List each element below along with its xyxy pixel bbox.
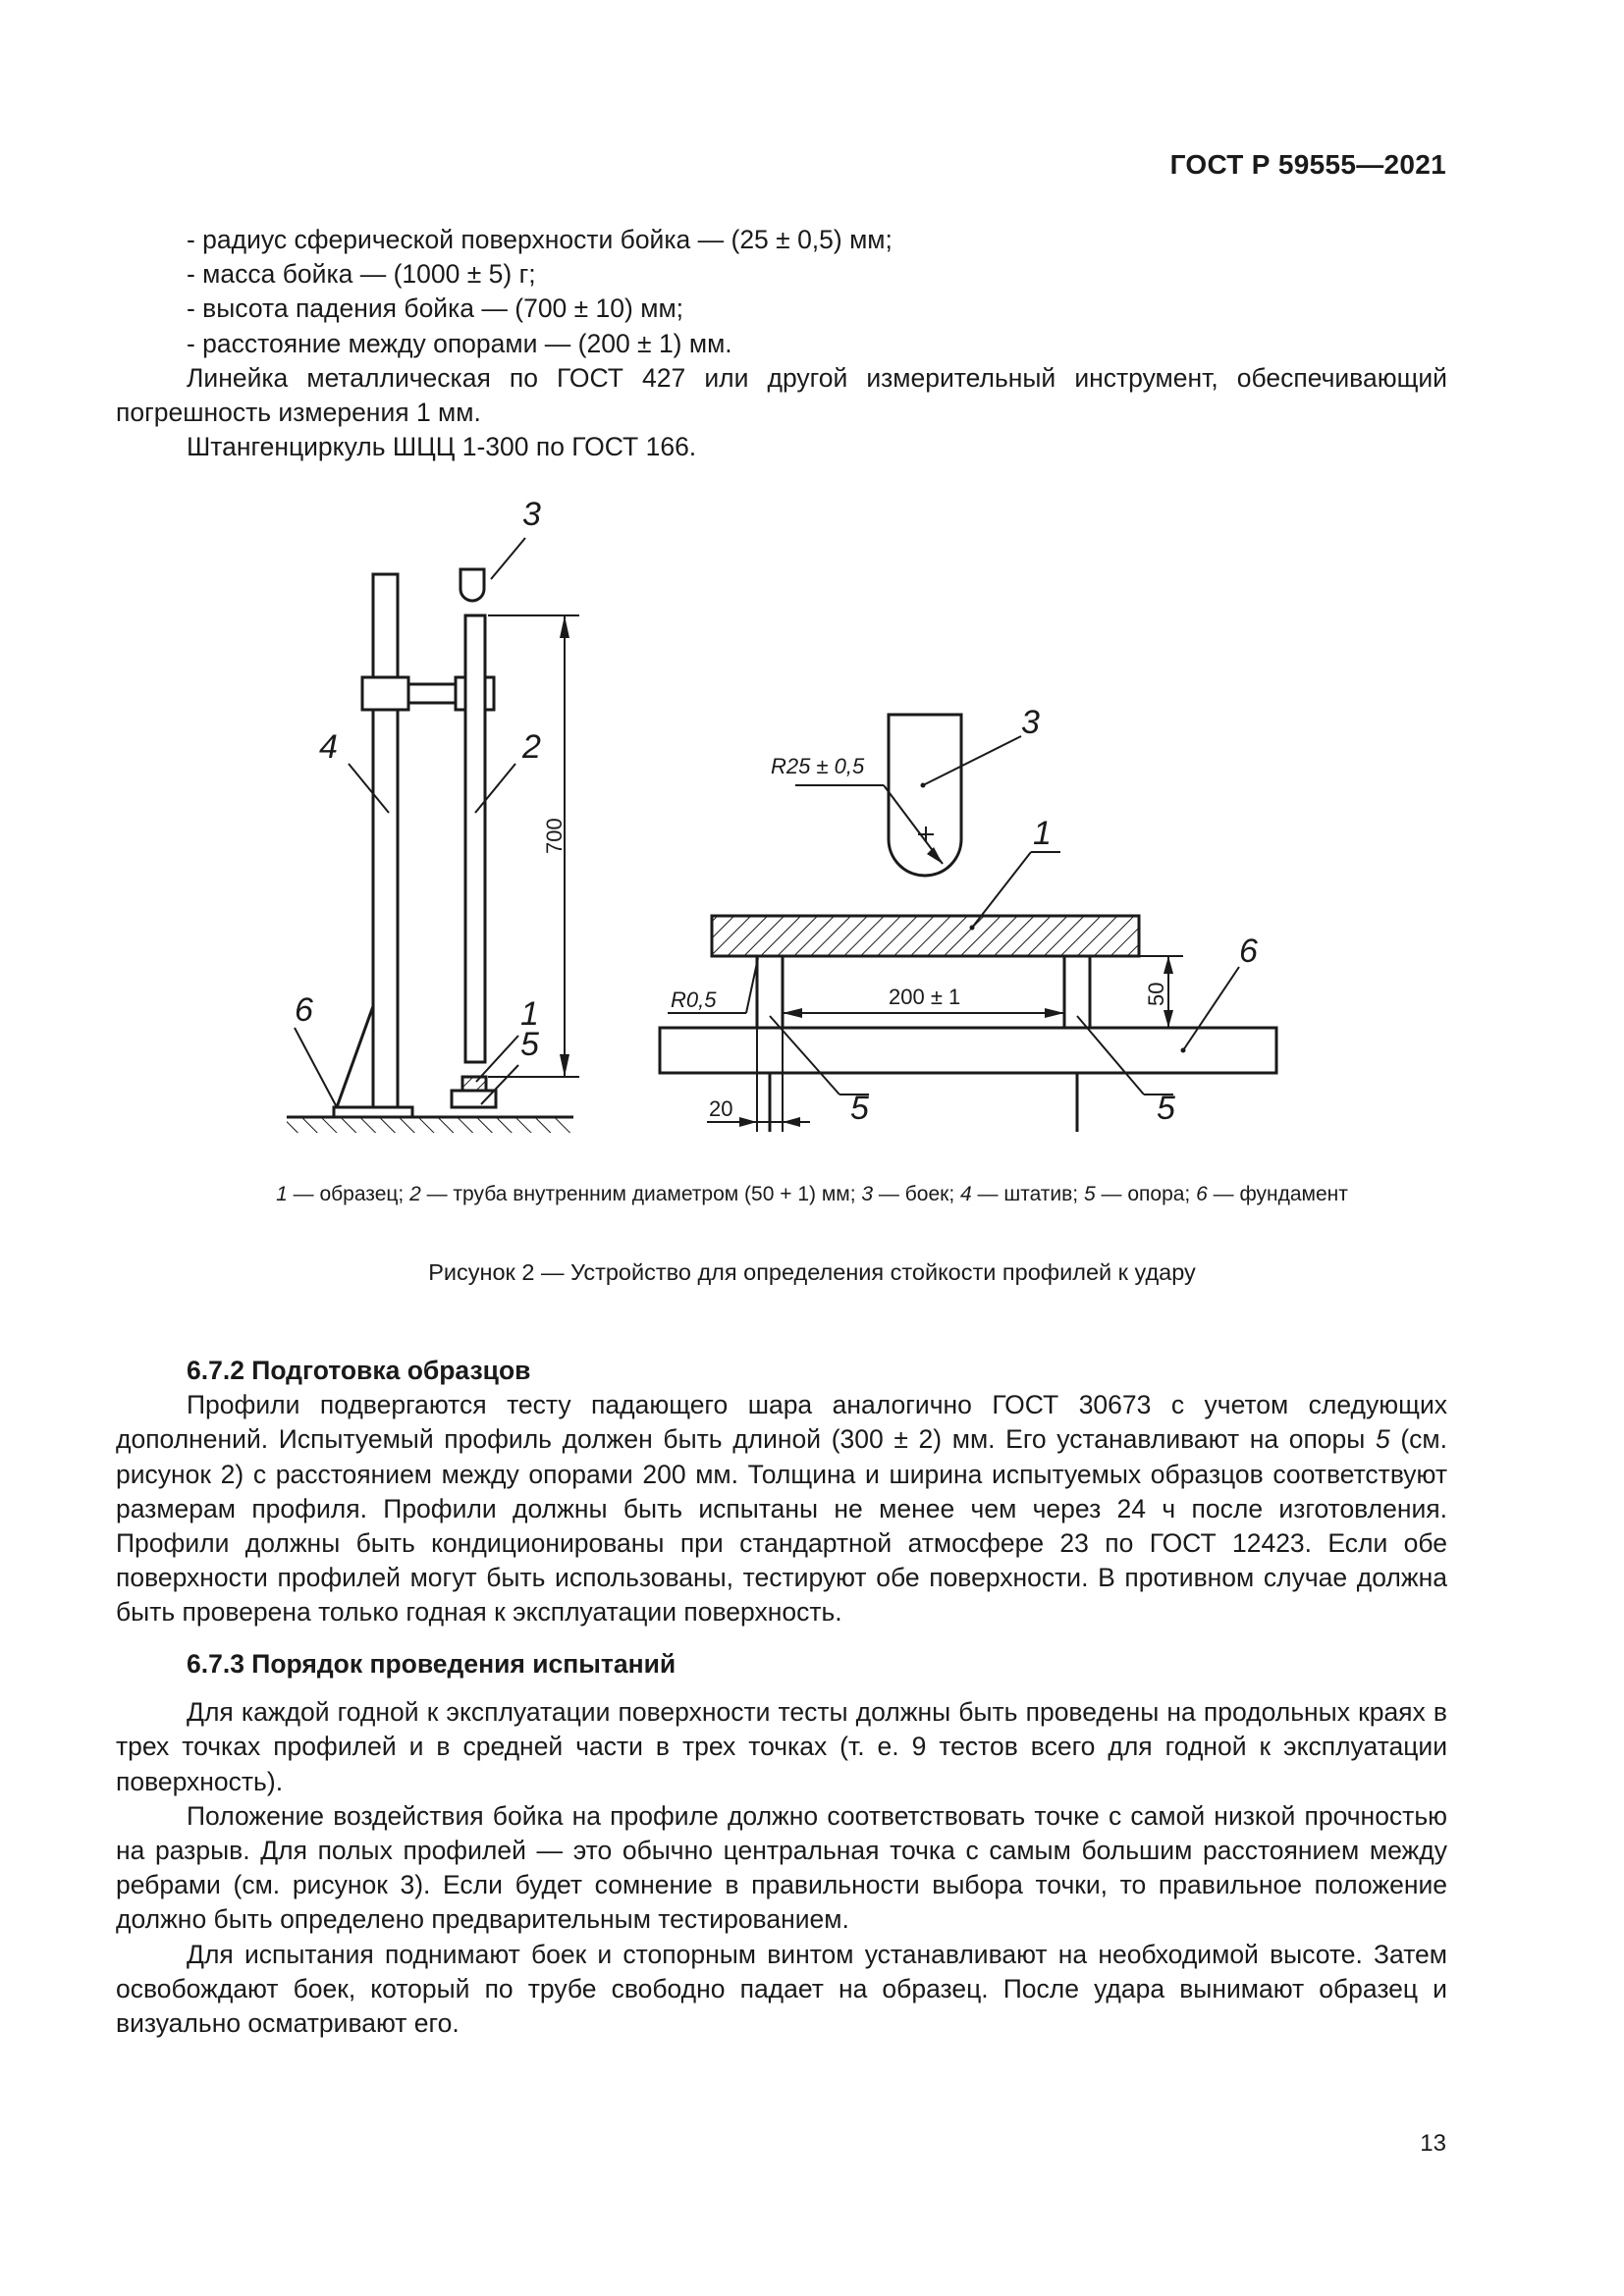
label-5-b: 5	[1157, 1090, 1175, 1127]
figure-reference: 5	[1375, 1424, 1390, 1455]
legend-text: — боек;	[873, 1183, 960, 1205]
legend-number: 6	[1196, 1183, 1208, 1205]
paragraph-caliper: Штангенциркуль ШЦЦ 1-300 по ГОСТ 166.	[187, 432, 697, 462]
label-6-left: 6	[295, 991, 313, 1029]
dimension-edge-radius: R0,5	[671, 988, 717, 1012]
label-4: 4	[319, 728, 338, 766]
label-2: 2	[522, 728, 541, 766]
leader-6-left	[295, 1028, 337, 1107]
dimension-50: 50	[1144, 982, 1168, 1006]
legend-text: — образец;	[287, 1183, 410, 1205]
paragraph-text: (см. рисунок 2) с расстоянием между опорами 200 мм. Толщина и ширина испытуемых образцов соответствуют размерам профиля. Профили должны быть испытаны не менее чем через 24 ч после изготовления. Профили должны быть кондиционированы при стандартной атмосфере 23 по ГОСТ 12423. Если обе поверхности профилей могут быть использованы, тестируют обе поверхности. В противном случае должна быть проверена только годная к эксплуатации поверхность.	[116, 1424, 1447, 1628]
legend-number: 2	[409, 1183, 421, 1205]
dimension-20: 20	[709, 1096, 733, 1121]
dimension-700: 700	[542, 818, 567, 854]
section-6-7-3	[116, 1647, 1447, 2041]
leader-3-left	[491, 538, 525, 579]
label-5-a: 5	[850, 1090, 869, 1127]
striker-small	[460, 569, 484, 601]
stand-clamp	[362, 677, 408, 710]
list-item: - высота падения бойка — (700 ± 10) мм;	[187, 294, 684, 324]
label-3-left: 3	[522, 496, 541, 533]
list-item: - радиус сферической поверхности бойка — (25 ± 0,5) мм;	[187, 225, 893, 254]
section-6-7-2	[116, 1354, 1447, 1630]
legend-number: 1	[276, 1183, 288, 1205]
figure-legend	[0, 1183, 1624, 1206]
legend-number: 4	[960, 1183, 972, 1205]
legend-number: 3	[861, 1183, 874, 1205]
dimension-span: 200 ± 1	[889, 985, 961, 1009]
clamp-arm	[408, 684, 456, 703]
guide-tube	[465, 615, 485, 1062]
legend-text: — фундамент	[1207, 1183, 1348, 1205]
label-3: 3	[1021, 704, 1040, 741]
legend-text: — штатив;	[971, 1183, 1084, 1205]
label-5-left: 5	[520, 1026, 539, 1063]
list-item: - масса бойка — (1000 ± 5) г;	[187, 259, 536, 290]
support-block	[452, 1091, 496, 1107]
list-item: - расстояние между опорами — (200 ± 1) мм.	[187, 328, 732, 358]
section-heading: 6.7.2 Подготовка образцов	[187, 1356, 531, 1385]
ground-hatch	[287, 1117, 573, 1133]
page-number: 13	[1420, 2130, 1446, 2157]
label-1-left: 1	[520, 995, 539, 1033]
document-header: ГОСТ Р 59555—2021	[1169, 149, 1446, 180]
label-1: 1	[1033, 815, 1052, 852]
stand-pole	[373, 574, 398, 1107]
paragraph	[116, 1388, 1447, 1629]
paragraph: Для каждой годной к эксплуатации поверхности тесты должны быть проведены на продольных краях в трех точках профилей и в средней части в трех точках (т. е. 9 тестов всего для годной к эксплуатации поверхность).	[116, 1697, 1447, 1796]
specimen-small	[462, 1077, 486, 1091]
legend-text: — опора;	[1095, 1183, 1197, 1205]
specimen	[712, 916, 1139, 956]
striker	[889, 715, 961, 876]
paragraph-text: Профили подвергаются тесту падающего шара аналогично ГОСТ 30673 с учетом следующих дополнений. Испытуемый профиль должен быть длиной (300 ± 2) мм. Его устанавливают на опоры	[116, 1390, 1447, 1455]
label-6: 6	[1239, 933, 1258, 970]
section-heading: 6.7.3 Порядок проведения испытаний	[187, 1649, 677, 1679]
legend-number: 5	[1083, 1183, 1096, 1205]
dimension-radius: R25 ± 0,5	[771, 754, 865, 778]
stand-brace	[337, 1006, 373, 1107]
legend-text: — труба внутренним диаметром (50 + 1) мм;	[420, 1183, 862, 1205]
paragraph: Для испытания поднимают боек и стопорным винтом устанавливают на необходимой высоте. Затем освобождают боек, который по трубе свободно падает на образец. После удара вынимают образец и визуально осматривают его.	[116, 1939, 1447, 2039]
paragraph-ruler: Линейка металлическая по ГОСТ 427 или другой измерительный инструмент, обеспечивающий погрешность измерения 1 мм.	[116, 362, 1447, 428]
paragraph: Положение воздействия бойка на профиле должно соответствовать точке с самой низкой прочностью на разрыв. Для полых профилей — это обычно центральная точка с самым большим расстоянием между ребрами (см. рисунок 3). Если будет сомнение в правильности выбора точки, то правильное положение должно быть определено предварительным тестированием.	[116, 1800, 1447, 1935]
figure-caption: Рисунок 2 — Устройство для определения стойкости профилей к удару	[428, 1259, 1196, 1285]
